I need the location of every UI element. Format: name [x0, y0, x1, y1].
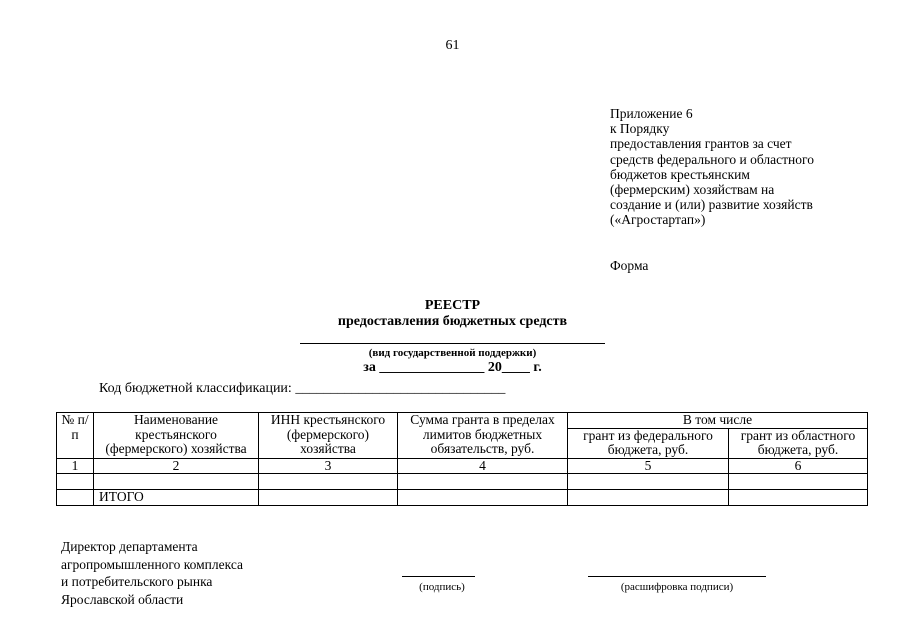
table-cell — [568, 490, 729, 506]
table-cell — [57, 490, 94, 506]
header-num: № п/п — [57, 413, 94, 459]
signature-caption: (подпись) — [419, 581, 465, 593]
table-row — [57, 474, 868, 490]
column-number: 6 — [729, 458, 868, 474]
signer-line: Ярославской области — [61, 591, 184, 607]
signer-line: и потребительского рынка — [61, 574, 213, 589]
total-row — [57, 490, 868, 506]
table-cell — [729, 474, 868, 490]
table-cell — [57, 474, 94, 490]
document-title: РЕЕСТР — [424, 298, 481, 313]
appendix-line: («Агростартап») — [610, 212, 706, 228]
form-label: Форма — [610, 258, 649, 273]
budget-code-label: Код бюджетной классификации: ______________________________ — [99, 381, 506, 396]
page-number: 61 — [445, 38, 460, 53]
header-name: Наименование крестьянского (фермерского) хозяйства — [94, 413, 259, 459]
appendix-line: Приложение 6 — [610, 106, 693, 121]
appendix-line: бюджетов крестьянским — [610, 166, 750, 182]
table-cell — [259, 490, 398, 506]
appendix-line: предоставления грантов за счет — [610, 136, 792, 152]
support-type-line — [300, 343, 605, 344]
total-label: ИТОГО — [94, 490, 259, 506]
column-number: 5 — [568, 458, 729, 474]
column-number: 2 — [94, 458, 259, 474]
table-header-row — [57, 413, 868, 429]
signature-decode-caption: (расшифровка подписи) — [620, 581, 734, 593]
header-including: В том числе — [568, 413, 868, 429]
support-type-caption: (вид государственной поддержки) — [368, 347, 537, 359]
appendix-line: (фермерским) хозяйствам на — [610, 182, 775, 198]
column-number: 1 — [57, 458, 94, 474]
appendix-note — [610, 106, 814, 228]
table-cell — [568, 474, 729, 490]
table-cell — [94, 474, 259, 490]
appendix-line: создание и (или) развитие хозяйств — [610, 197, 813, 213]
header-federal: грант из федерального бюджета, руб. — [568, 428, 729, 458]
signature-decode-line — [588, 576, 766, 577]
header-inn: ИНН крестьянского (фермерского) хозяйства — [259, 413, 398, 459]
column-number: 3 — [259, 458, 398, 474]
table-cell — [259, 474, 398, 490]
signer-position — [61, 538, 243, 608]
table-cell — [729, 490, 868, 506]
appendix-line: средств федерального и областного — [610, 151, 814, 167]
column-number: 4 — [398, 458, 568, 474]
registry-table — [56, 412, 868, 506]
appendix-line: к Порядку — [610, 121, 670, 137]
table-cell — [398, 490, 568, 506]
signer-line: Директор департамента — [61, 539, 198, 554]
table-cell — [398, 474, 568, 490]
signer-line: агропромышленного комплекса — [61, 556, 243, 572]
column-numbers-row — [57, 458, 868, 474]
signature-line — [402, 576, 475, 577]
document-subtitle: предоставления бюджетных средств — [337, 314, 568, 329]
header-sum: Сумма гранта в пределах лимитов бюджетных обязательств, руб. — [398, 413, 568, 459]
header-regional: грант из областного бюджета, руб. — [729, 428, 868, 458]
period-line: за _______________ 20____ г. — [363, 360, 542, 375]
